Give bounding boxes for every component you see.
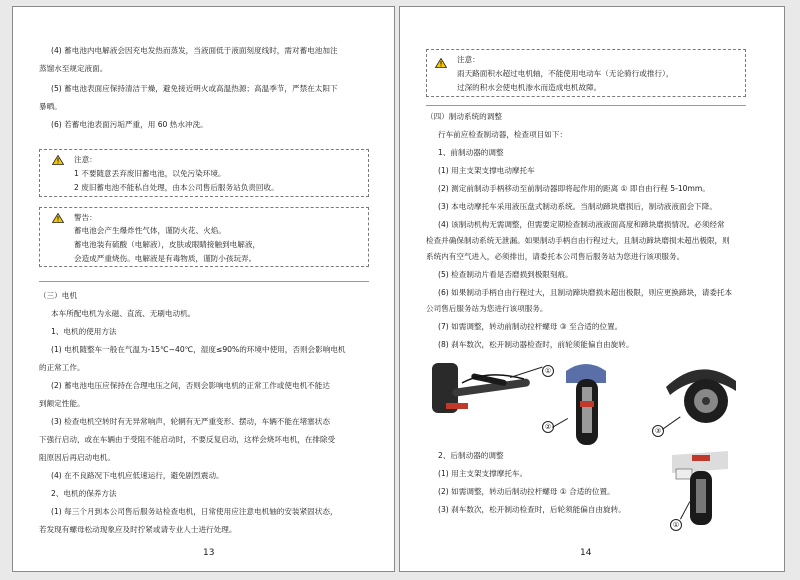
paragraph: (6) 如果制动手柄自由行程过大，且制动蹄块磨损未超出极限，则应更换蹄块，请委托本: [438, 288, 733, 297]
callout-rear-1: ①: [670, 519, 682, 531]
paragraph: (2) 蓄电池电压应保持在合理电压之间，否则会影响电机的正常工作或使电机不能达: [51, 381, 330, 390]
paragraph: (1) 电机随整车一般在气温为-15℃~40℃，湿度≤90%的环境中使用，否则会影响电机: [51, 345, 346, 354]
paragraph: (3) 检查电机空转时有无异常响声，轮辋有无严重变形、摆动，车辆不能在堵塞状态: [51, 417, 330, 426]
page-right: [399, 6, 785, 572]
note-box: [39, 149, 369, 197]
page-number: 13: [203, 548, 215, 558]
paragraph: 公司售后服务站为您进行该项服务。: [426, 304, 548, 313]
paragraph: (3) 刹车数次，松开制动检查时，后轮须能偏自由旋转。: [438, 505, 626, 514]
note-title: 注意：: [457, 55, 480, 64]
paragraph: (1) 用主支架支撑摩托车。: [438, 469, 528, 478]
note-line: 2 废旧蓄电池不能私自处理，由本公司售后服务站负责回收。: [74, 183, 279, 192]
paragraph: 若发现有螺母松动现象应及时拧紧或请专业人士进行处理。: [39, 525, 237, 534]
wheel-side-photo: [662, 359, 738, 423]
warning-triangle-icon: [52, 155, 64, 165]
paragraph: (2) 如需调整，转动后制动拉杆螺母 ① 合适的位置。: [438, 487, 615, 496]
paragraph: (2) 测定前制动手柄移动至前制动器即将起作用的距离 ① 即自由行程 5-10mm。: [438, 184, 710, 193]
warning-triangle-icon: [435, 58, 447, 68]
front-wheel-photo: [560, 357, 612, 447]
warning-title: 警告：: [74, 213, 97, 222]
paragraph: 行车前应检查制动器，检查项目如下：: [438, 130, 568, 139]
divider: [39, 281, 369, 282]
callout-2: ②: [542, 421, 554, 433]
page-number: 14: [580, 548, 592, 558]
paragraph: 的正常工作。: [39, 363, 85, 372]
paragraph: 到额定性能。: [39, 399, 85, 408]
paragraph: (6) 若蓄电池表面污垢严重，用 60 热水冲洗。: [51, 120, 208, 129]
divider: [426, 105, 746, 106]
paragraph: (5) 蓄电池表面应保持清洁干燥，避免接近明火或高温热源；高温季节，严禁在太阳下: [51, 84, 338, 93]
paragraph: (7) 如需调整，转动前制动拉杆螺母 ③ 至合适的位置。: [438, 322, 623, 331]
subheading: 2、电机的保养方法: [51, 489, 117, 498]
rear-wheel-illustration: [668, 447, 732, 527]
handlebar-photo: [432, 355, 532, 419]
section-title: （四）制动系统的调整: [426, 112, 502, 121]
paragraph: (8) 刹车数次，松开制动器检查时，前轮须能偏自由旋转。: [438, 340, 634, 349]
paragraph: (4) 在不良路况下电机应低速运行，避免剧烈震动。: [51, 471, 224, 480]
note-line: 过深的积水会使电机渗水而造成电机故障。: [457, 83, 602, 92]
callout-1: ①: [542, 365, 554, 377]
rear-wheel-photo: [668, 447, 732, 527]
paragraph: (1) 用主支架支撑电动摩托车: [438, 166, 535, 175]
page-left: [12, 6, 395, 572]
warning-box: [39, 207, 369, 267]
paragraph: 暴晒。: [39, 102, 62, 111]
note-title: 注意：: [74, 155, 97, 164]
paragraph: (1) 每三个月到本公司售后服务站检查电机，日常使用应注意电机轴的安装紧固状态，: [51, 507, 338, 516]
note-box: [426, 49, 746, 97]
paragraph: (5) 检查制动片看是否磨损到极限刻痕。: [438, 270, 573, 279]
paragraph: 阻原因后再启动电机。: [39, 453, 115, 462]
warning-line: 蓄电池会产生爆炸性气体，谨防火花、火焰。: [74, 226, 226, 235]
front-wheel-illustration: [560, 357, 612, 447]
paragraph: 系统内有空气进入，必须排出，请委托本公司售后服务站为您进行该项服务。: [426, 252, 685, 261]
paragraph: (4) 蓄电池内电解液会因充电发热而蒸发，当液面低于液面刻度线时，需对蓄电池加注: [51, 46, 338, 55]
brake-lever-illustration: [432, 355, 532, 419]
subheading: 1、电机的使用方法: [51, 327, 117, 336]
warning-triangle-icon: [52, 213, 64, 223]
section-title: （三）电机: [39, 291, 77, 300]
paragraph: 检查并确保制动系统无泄漏。如果制动手柄自由行程过大，且制动蹄块磨损未超出极限，则: [426, 236, 730, 245]
note-line: 1 不要随意丢弃废旧蓄电池，以免污染环境。: [74, 169, 226, 178]
paragraph: 蒸馏水至规定液面。: [39, 64, 108, 73]
subheading: 1、前制动器的调整: [438, 148, 504, 157]
paragraph: 本车所配电机为永磁、直流、无刷电动机。: [51, 309, 196, 318]
warning-line: 会造成严重烧伤。电解液是有毒物质，谨防小孩玩弄。: [74, 254, 257, 263]
paragraph: (4) 该制动机构无需调整，但需要定期检查制动液液面高度和蹄块磨损情况。必须经常: [438, 220, 725, 229]
callout-3: ③: [652, 425, 664, 437]
paragraph: (3) 本电动摩托车采用液压盘式制动系统。当制动蹄块磨损后，制动液液面会下降。: [438, 202, 717, 211]
wheel-side-illustration: [662, 359, 738, 423]
paragraph: 下强行启动，或在车辆由于受阻不能启动时，不要反复启动，这样会烧坏电机，在排除受: [39, 435, 336, 444]
note-line: 雨天路面积水超过电机轴，不能使用电动车（无论骑行或推行），: [457, 69, 674, 78]
subheading: 2、后制动器的调整: [438, 451, 504, 460]
warning-line: 蓄电池装有硫酸（电解液），皮肤或眼睛接触到电解液，: [74, 240, 261, 249]
